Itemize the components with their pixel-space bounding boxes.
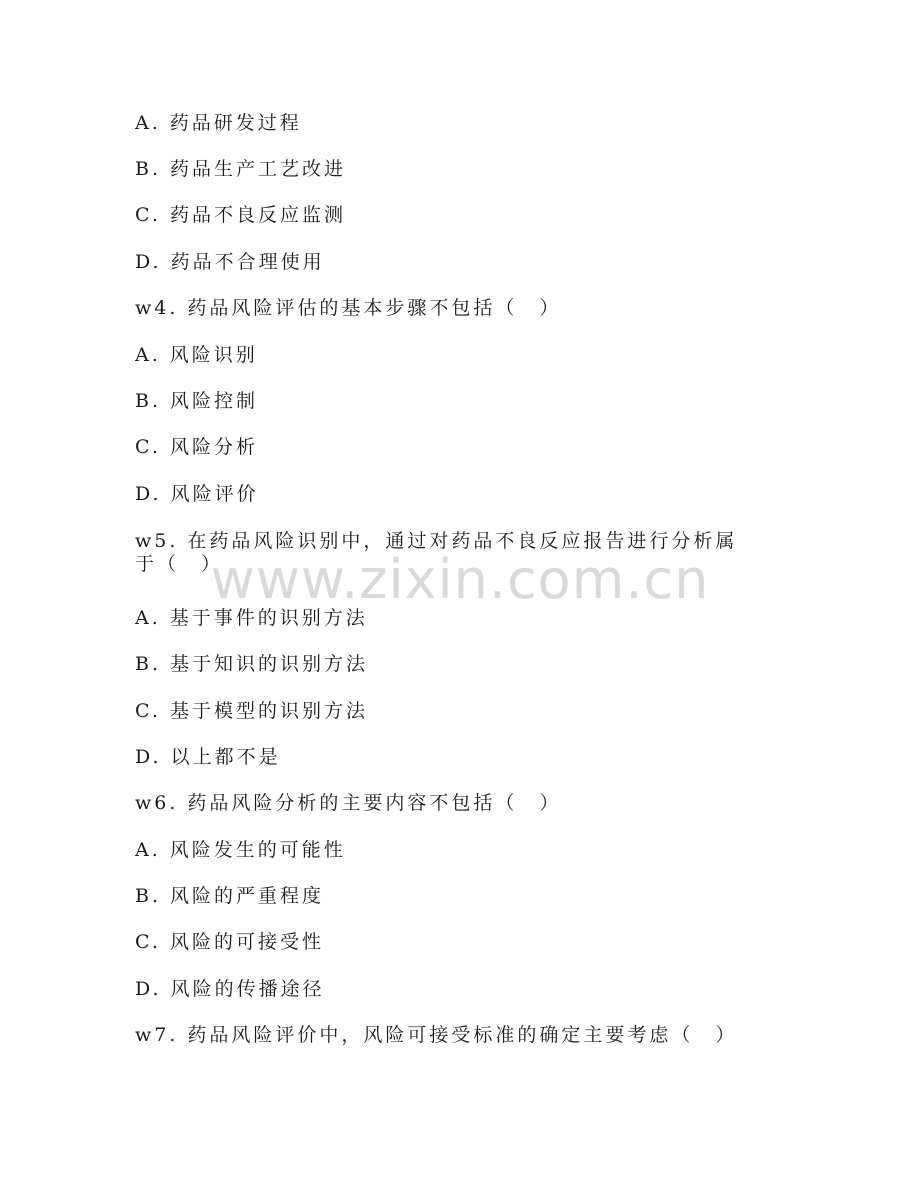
q3-option-d: D. 药品不合理使用 bbox=[135, 251, 325, 273]
question-w6: w6. 药品风险分析的主要内容不包括（ ） bbox=[135, 792, 562, 814]
watermark: www.zixin.com.cn bbox=[210, 548, 710, 611]
q4-option-a: A. 风险识别 bbox=[135, 344, 258, 366]
q3-option-a: A. 药品研发过程 bbox=[135, 112, 302, 134]
q6-option-b: B. 风险的严重程度 bbox=[135, 885, 325, 907]
q5-option-b: B. 基于知识的识别方法 bbox=[135, 653, 369, 675]
q6-option-a: A. 风险发生的可能性 bbox=[135, 839, 346, 861]
q3-option-c: C. 药品不良反应监测 bbox=[135, 204, 346, 226]
q5-option-a: A. 基于事件的识别方法 bbox=[135, 607, 368, 629]
question-w7: w7. 药品风险评价中，风险可接受标准的确定主要考虑（ ） bbox=[135, 1024, 738, 1046]
q6-option-d: D. 风险的传播途径 bbox=[135, 978, 325, 1000]
q5-option-d: D. 以上都不是 bbox=[135, 746, 281, 768]
question-w5: w5. 在药品风险识别中，通过对药品不良反应报告进行分析属于（ ） bbox=[135, 530, 738, 575]
q4-option-c: C. 风险分析 bbox=[135, 436, 258, 458]
q3-option-b: B. 药品生产工艺改进 bbox=[135, 158, 347, 180]
q5-option-c: C. 基于模型的识别方法 bbox=[135, 700, 368, 722]
question-w4: w4. 药品风险评估的基本步骤不包括（ ） bbox=[135, 297, 562, 319]
q4-option-d: D. 风险评价 bbox=[135, 483, 259, 505]
q6-option-c: C. 风险的可接受性 bbox=[135, 931, 324, 953]
q4-option-b: B. 风险控制 bbox=[135, 390, 259, 412]
